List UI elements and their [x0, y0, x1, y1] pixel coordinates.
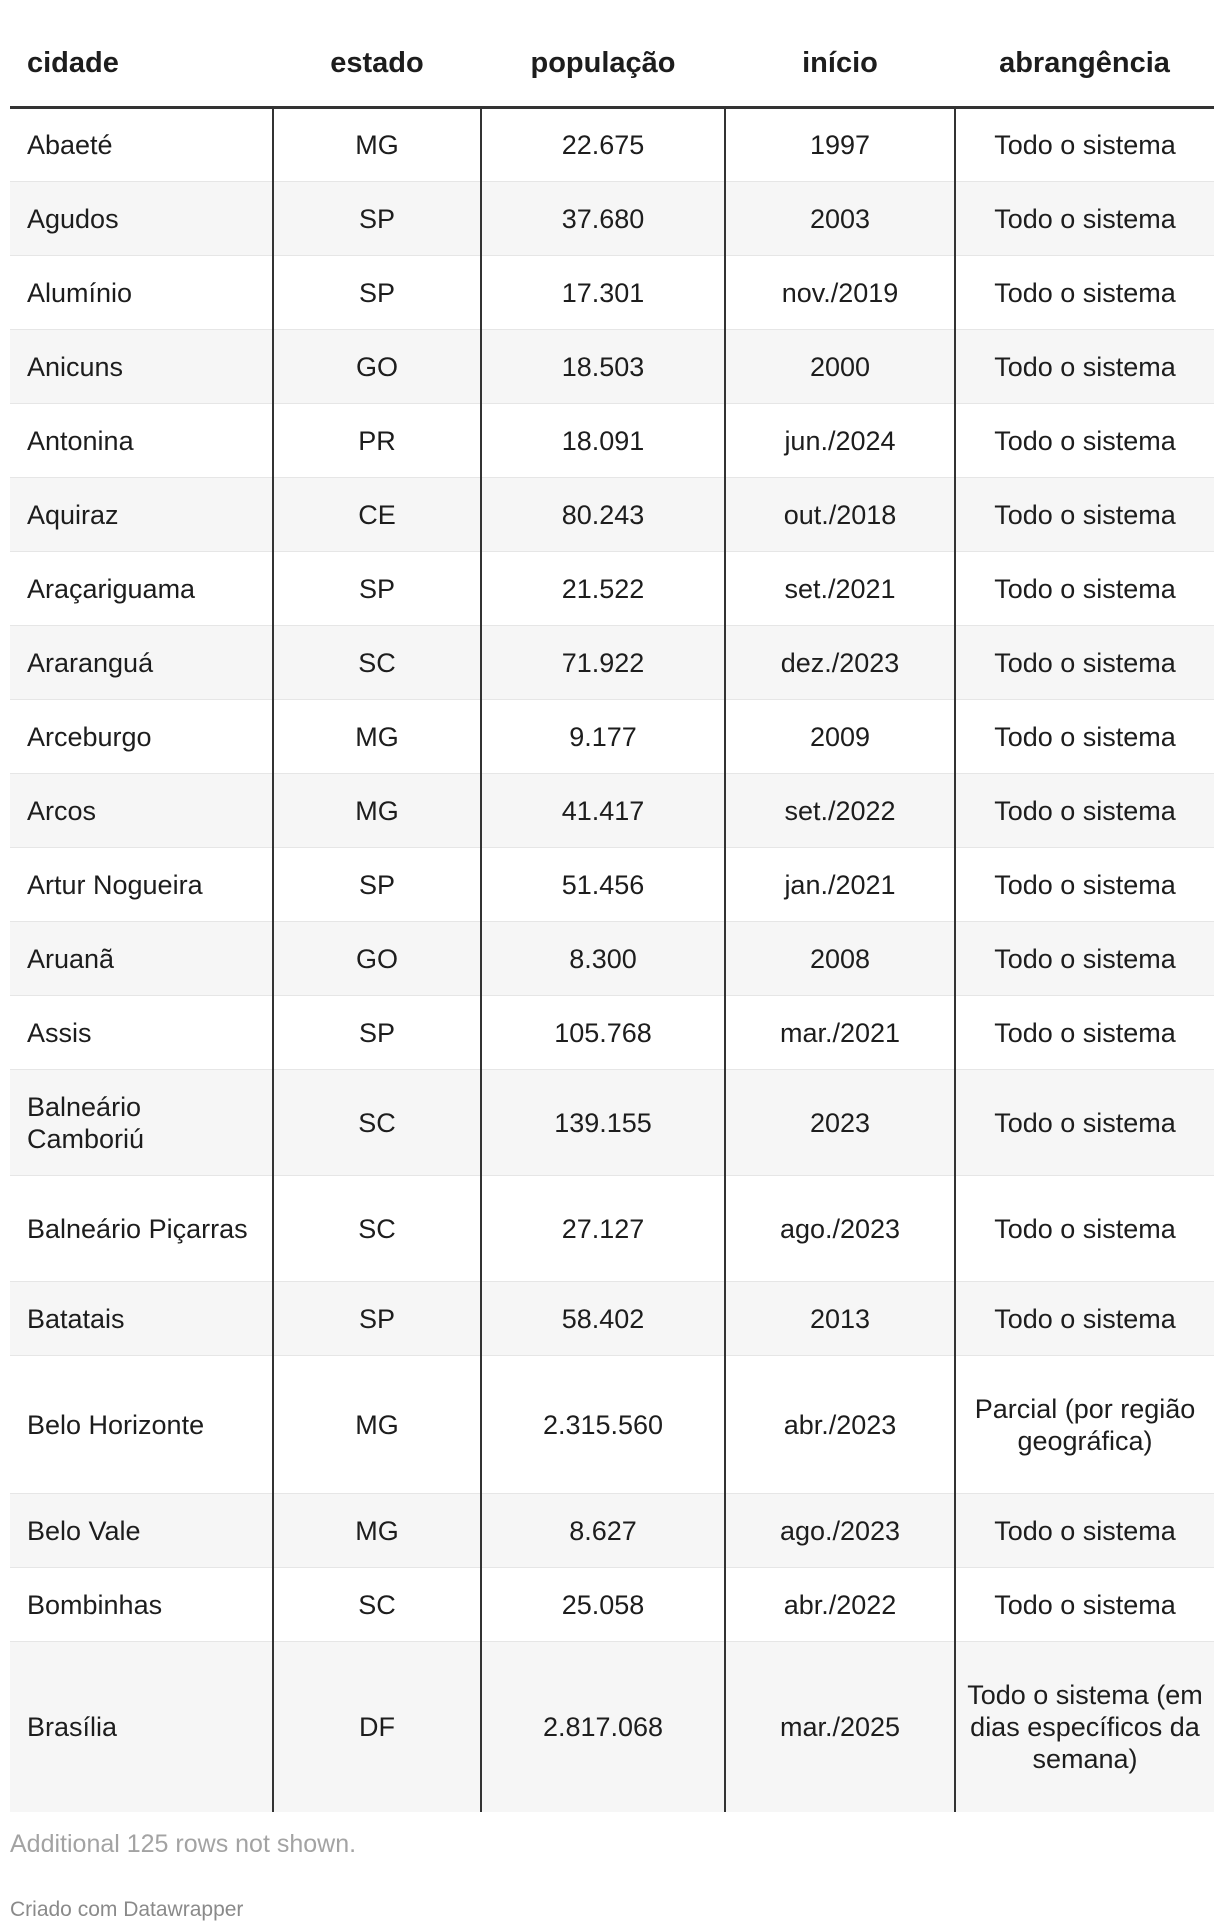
cell-populacao: 105.768: [481, 996, 725, 1070]
cell-abrangencia: Todo o sistema: [955, 996, 1214, 1070]
cell-cidade: Artur Nogueira: [10, 848, 273, 922]
cell-populacao: 18.503: [481, 330, 725, 404]
cell-estado: SC: [273, 1176, 481, 1282]
cell-estado: SP: [273, 1282, 481, 1356]
table-row: [10, 774, 1214, 848]
cell-populacao: 27.127: [481, 1176, 725, 1282]
cell-estado: DF: [273, 1642, 481, 1812]
table-row: [10, 700, 1214, 774]
cell-populacao: 71.922: [481, 626, 725, 700]
cell-cidade: Balneário Camboriú: [10, 1070, 273, 1176]
cell-populacao: 37.680: [481, 182, 725, 256]
cell-abrangencia: Todo o sistema: [955, 774, 1214, 848]
cell-inicio: 2023: [725, 1070, 955, 1176]
table-row: [10, 1176, 1214, 1282]
column-header-populacao[interactable]: população: [481, 28, 725, 108]
cell-estado: MG: [273, 108, 481, 182]
table-notes: Additional 125 rows not shown.: [10, 1830, 357, 1858]
cell-abrangencia: Todo o sistema: [955, 552, 1214, 626]
cell-cidade: Abaeté: [10, 108, 273, 182]
cell-estado: MG: [273, 774, 481, 848]
cell-abrangencia: Todo o sistema (em dias específicos da semana): [955, 1642, 1214, 1812]
cell-cidade: Araranguá: [10, 626, 273, 700]
column-header-abrangencia[interactable]: abrangência: [955, 28, 1214, 108]
cell-cidade: Alumínio: [10, 256, 273, 330]
cell-populacao: 58.402: [481, 1282, 725, 1356]
cell-abrangencia: Todo o sistema: [955, 1070, 1214, 1176]
cell-estado: GO: [273, 330, 481, 404]
cell-populacao: 25.058: [481, 1568, 725, 1642]
cell-estado: CE: [273, 478, 481, 552]
cell-cidade: Arceburgo: [10, 700, 273, 774]
cell-populacao: 80.243: [481, 478, 725, 552]
cell-abrangencia: Todo o sistema: [955, 1568, 1214, 1642]
cell-populacao: 51.456: [481, 848, 725, 922]
cell-populacao: 139.155: [481, 1070, 725, 1176]
cell-inicio: out./2018: [725, 478, 955, 552]
cell-inicio: mar./2025: [725, 1642, 955, 1812]
cell-abrangencia: Todo o sistema: [955, 1494, 1214, 1568]
cell-abrangencia: Todo o sistema: [955, 108, 1214, 182]
cell-abrangencia: Todo o sistema: [955, 626, 1214, 700]
cell-cidade: Arcos: [10, 774, 273, 848]
table-row: [10, 330, 1214, 404]
cell-abrangencia: Todo o sistema: [955, 182, 1214, 256]
cell-cidade: Araçariguama: [10, 552, 273, 626]
cell-populacao: 8.300: [481, 922, 725, 996]
cell-estado: SP: [273, 848, 481, 922]
cell-populacao: 2.315.560: [481, 1356, 725, 1494]
cell-populacao: 18.091: [481, 404, 725, 478]
cell-cidade: Batatais: [10, 1282, 273, 1356]
cell-abrangencia: Todo o sistema: [955, 922, 1214, 996]
cell-inicio: 2013: [725, 1282, 955, 1356]
cell-populacao: 41.417: [481, 774, 725, 848]
cell-inicio: 2003: [725, 182, 955, 256]
column-header-inicio[interactable]: início: [725, 28, 955, 108]
cell-estado: SC: [273, 626, 481, 700]
table-row: [10, 182, 1214, 256]
cell-estado: SP: [273, 256, 481, 330]
cell-cidade: Aquiraz: [10, 478, 273, 552]
cell-abrangencia: Todo o sistema: [955, 478, 1214, 552]
cell-inicio: ago./2023: [725, 1176, 955, 1282]
cell-abrangencia: Todo o sistema: [955, 256, 1214, 330]
cell-inicio: mar./2021: [725, 996, 955, 1070]
cell-inicio: jan./2021: [725, 848, 955, 922]
cell-inicio: 2009: [725, 700, 955, 774]
data-table-container: [10, 28, 1214, 1812]
column-header-estado[interactable]: estado: [273, 28, 481, 108]
cell-inicio: nov./2019: [725, 256, 955, 330]
cell-cidade: Aruanã: [10, 922, 273, 996]
cell-abrangencia: Todo o sistema: [955, 700, 1214, 774]
data-table: [10, 28, 1214, 1812]
cell-populacao: 17.301: [481, 256, 725, 330]
table-row: [10, 256, 1214, 330]
table-row: [10, 922, 1214, 996]
cell-cidade: Bombinhas: [10, 1568, 273, 1642]
cell-inicio: 1997: [725, 108, 955, 182]
cell-inicio: 2008: [725, 922, 955, 996]
table-row: [10, 478, 1214, 552]
table-row: [10, 626, 1214, 700]
datawrapper-credit[interactable]: Criado com Datawrapper: [10, 1898, 244, 1921]
table-row: [10, 1356, 1214, 1494]
cell-abrangencia: Todo o sistema: [955, 330, 1214, 404]
cell-cidade: Balneário Piçarras: [10, 1176, 273, 1282]
cell-inicio: set./2022: [725, 774, 955, 848]
cell-cidade: Belo Vale: [10, 1494, 273, 1568]
cell-abrangencia: Todo o sistema: [955, 1176, 1214, 1282]
cell-estado: PR: [273, 404, 481, 478]
cell-inicio: ago./2023: [725, 1494, 955, 1568]
cell-estado: MG: [273, 1494, 481, 1568]
cell-estado: SC: [273, 1568, 481, 1642]
column-header-cidade[interactable]: cidade: [10, 28, 273, 108]
table-row: [10, 1282, 1214, 1356]
cell-estado: SP: [273, 996, 481, 1070]
cell-cidade: Brasília: [10, 1642, 273, 1812]
cell-estado: MG: [273, 700, 481, 774]
cell-cidade: Belo Horizonte: [10, 1356, 273, 1494]
cell-abrangencia: Todo o sistema: [955, 404, 1214, 478]
cell-inicio: dez./2023: [725, 626, 955, 700]
cell-cidade: Anicuns: [10, 330, 273, 404]
table-row: [10, 1494, 1214, 1568]
cell-cidade: Agudos: [10, 182, 273, 256]
table-row: [10, 552, 1214, 626]
table-header: [10, 28, 1214, 108]
cell-populacao: 8.627: [481, 1494, 725, 1568]
cell-abrangencia: Todo o sistema: [955, 848, 1214, 922]
cell-estado: MG: [273, 1356, 481, 1494]
cell-populacao: 2.817.068: [481, 1642, 725, 1812]
table-row: [10, 108, 1214, 182]
table-row: [10, 1568, 1214, 1642]
cell-cidade: Antonina: [10, 404, 273, 478]
cell-inicio: 2000: [725, 330, 955, 404]
cell-estado: GO: [273, 922, 481, 996]
cell-inicio: jun./2024: [725, 404, 955, 478]
table-row: [10, 1642, 1214, 1812]
cell-populacao: 22.675: [481, 108, 725, 182]
cell-populacao: 21.522: [481, 552, 725, 626]
table-row: [10, 996, 1214, 1070]
cell-populacao: 9.177: [481, 700, 725, 774]
cell-estado: SP: [273, 182, 481, 256]
cell-abrangencia: Parcial (por região geográfica): [955, 1356, 1214, 1494]
cell-inicio: abr./2023: [725, 1356, 955, 1494]
cell-estado: SP: [273, 552, 481, 626]
cell-estado: SC: [273, 1070, 481, 1176]
cell-abrangencia: Todo o sistema: [955, 1282, 1214, 1356]
cell-inicio: set./2021: [725, 552, 955, 626]
table-row: [10, 848, 1214, 922]
cell-inicio: abr./2022: [725, 1568, 955, 1642]
table-row: [10, 1070, 1214, 1176]
cell-cidade: Assis: [10, 996, 273, 1070]
table-body: [10, 108, 1214, 1812]
table-row: [10, 404, 1214, 478]
